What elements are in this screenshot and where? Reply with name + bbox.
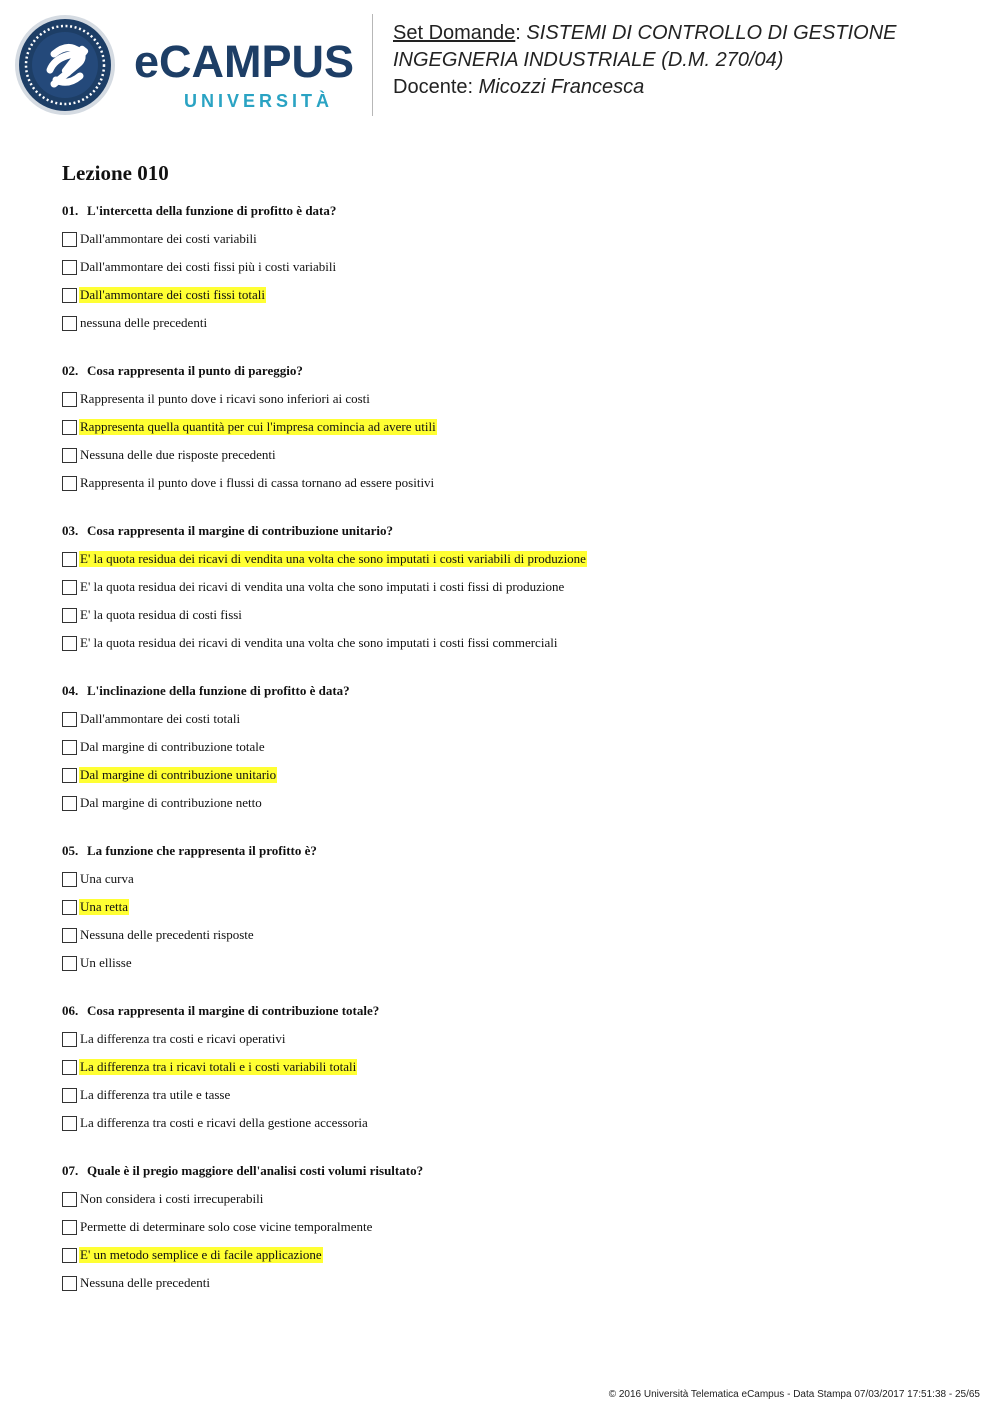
answer-checkbox[interactable] <box>62 1276 77 1291</box>
set-label: Set Domande <box>393 22 516 44</box>
question-prompt: Quale è il pregio maggiore dell'analisi costi volumi risultato? <box>87 1163 424 1178</box>
answer-label: Dal margine di contribuzione netto <box>80 795 262 810</box>
answer-label: Non considera i costi irrecuperabili <box>80 1191 264 1206</box>
question-text <box>62 1163 962 1179</box>
answer-checkbox[interactable] <box>62 1032 77 1047</box>
teacher-label: Docente: <box>393 76 479 98</box>
question-prompt: Cosa rappresenta il punto di pareggio? <box>87 363 303 378</box>
brand-main-text: eCAMPUS <box>134 36 355 87</box>
answer-checkbox[interactable] <box>62 636 77 651</box>
answer-label: Nessuna delle precedenti <box>80 1275 210 1290</box>
answer-option[interactable] <box>62 551 962 579</box>
answer-checkbox[interactable] <box>62 448 77 463</box>
answer-checkbox[interactable] <box>62 712 77 727</box>
brand-sub-text: UNIVERSITÀ <box>184 91 334 111</box>
answer-checkbox[interactable] <box>62 1248 77 1263</box>
answer-label: Dal margine di contribuzione totale <box>80 739 265 754</box>
answer-option[interactable] <box>62 475 962 503</box>
course-title: SISTEMI DI CONTROLLO DI GESTIONE <box>526 22 897 44</box>
answer-label: Un ellisse <box>80 955 132 970</box>
answer-option[interactable] <box>62 1031 962 1059</box>
answer-option[interactable] <box>62 287 962 315</box>
answer-label-highlighted: Dall'ammontare dei costi fissi totali <box>80 287 266 302</box>
answer-option[interactable] <box>62 1087 962 1115</box>
question-number: 03. <box>62 523 79 538</box>
answer-option[interactable] <box>62 1219 962 1247</box>
teacher-name: Micozzi Francesca <box>478 76 645 98</box>
page-header <box>0 0 1000 130</box>
answer-checkbox[interactable] <box>62 232 77 247</box>
lesson-title: Lezione 010 <box>62 161 169 185</box>
brand-wordmark <box>134 36 359 116</box>
question-04 <box>62 683 962 823</box>
answer-label-highlighted: E' la quota residua dei ricavi di vendita una volta che sono imputati i costi variabili di produzione <box>80 551 586 566</box>
answer-option[interactable] <box>62 767 962 795</box>
question-01 <box>62 203 962 343</box>
answer-checkbox[interactable] <box>62 288 77 303</box>
question-02 <box>62 363 962 503</box>
question-03 <box>62 523 962 663</box>
question-text <box>62 683 962 699</box>
answer-option[interactable] <box>62 635 962 663</box>
set-separator: : <box>515 22 527 44</box>
answer-option[interactable] <box>62 259 962 287</box>
question-prompt: Cosa rappresenta il margine di contribuzione unitario? <box>87 523 393 538</box>
question-prompt: L'intercetta della funzione di profitto è data? <box>87 203 337 218</box>
answer-label-highlighted: Rappresenta quella quantità per cui l'impresa comincia ad avere utili <box>80 419 436 434</box>
answer-label: Dall'ammontare dei costi variabili <box>80 231 257 246</box>
answer-option[interactable] <box>62 447 962 475</box>
question-07 <box>62 1163 962 1303</box>
answer-option[interactable] <box>62 231 962 259</box>
answer-label-highlighted: E' un metodo semplice e di facile applicazione <box>80 1247 322 1262</box>
page-footer: © 2016 Università Telematica eCampus - Data Stampa 07/03/2017 17:51:38 - 25/65 <box>608 1389 980 1400</box>
answer-checkbox[interactable] <box>62 796 77 811</box>
answer-label: Rappresenta il punto dove i flussi di cassa tornano ad essere positivi <box>80 475 435 490</box>
answer-checkbox[interactable] <box>62 900 77 915</box>
question-text <box>62 523 962 539</box>
answer-option[interactable] <box>62 711 962 739</box>
answer-option[interactable] <box>62 1275 962 1303</box>
answer-option[interactable] <box>62 955 962 983</box>
question-number: 04. <box>62 683 79 698</box>
question-05 <box>62 843 962 983</box>
answer-checkbox[interactable] <box>62 260 77 275</box>
header-divider <box>372 14 373 116</box>
course-program: INGEGNERIA INDUSTRIALE (D.M. 270/04) <box>393 49 784 71</box>
answer-label: Nessuna delle precedenti risposte <box>80 927 254 942</box>
answer-checkbox[interactable] <box>62 1088 77 1103</box>
question-text <box>62 363 962 379</box>
answer-checkbox[interactable] <box>62 580 77 595</box>
answer-option[interactable] <box>62 795 962 823</box>
answer-label-highlighted: La differenza tra i ricavi totali e i costi variabili totali <box>80 1059 357 1074</box>
answer-checkbox[interactable] <box>62 608 77 623</box>
answer-option[interactable] <box>62 1115 962 1143</box>
question-prompt: L'inclinazione della funzione di profitto è data? <box>87 683 350 698</box>
answer-label: nessuna delle precedenti <box>80 315 208 330</box>
course-info <box>393 20 983 101</box>
answer-checkbox[interactable] <box>62 1116 77 1131</box>
answer-checkbox[interactable] <box>62 392 77 407</box>
answer-label: Rappresenta il punto dove i ricavi sono inferiori ai costi <box>80 391 370 406</box>
question-prompt: La funzione che rappresenta il profitto è? <box>87 843 317 858</box>
question-number: 06. <box>62 1003 79 1018</box>
answer-label: La differenza tra utile e tasse <box>80 1087 231 1102</box>
answer-label: E' la quota residua dei ricavi di vendita una volta che sono imputati i costi fissi commerciali <box>80 635 558 650</box>
answer-option[interactable] <box>62 739 962 767</box>
answer-option[interactable] <box>62 899 962 927</box>
ecampus-logo <box>14 14 359 118</box>
answer-checkbox[interactable] <box>62 1060 77 1075</box>
answer-checkbox[interactable] <box>62 1220 77 1235</box>
answer-label: La differenza tra costi e ricavi operativi <box>80 1031 286 1046</box>
question-text <box>62 1003 962 1019</box>
course-line-2 <box>393 47 983 74</box>
course-line-1 <box>393 20 983 47</box>
question-text <box>62 843 962 859</box>
answer-checkbox[interactable] <box>62 420 77 435</box>
answer-checkbox[interactable] <box>62 872 77 887</box>
answer-label: Dall'ammontare dei costi fissi più i costi variabili <box>80 259 337 274</box>
answer-label: Dall'ammontare dei costi totali <box>80 711 241 726</box>
answer-label: Permette di determinare solo cose vicine temporalmente <box>80 1219 373 1234</box>
question-list <box>62 203 962 1323</box>
answer-checkbox[interactable] <box>62 476 77 491</box>
answer-checkbox[interactable] <box>62 768 77 783</box>
answer-checkbox[interactable] <box>62 1192 77 1207</box>
answer-label-highlighted: Una retta <box>80 899 129 914</box>
answer-option[interactable] <box>62 927 962 955</box>
question-number: 01. <box>62 203 79 218</box>
answer-checkbox[interactable] <box>62 552 77 567</box>
answer-label: Una curva <box>80 871 134 886</box>
answer-label: La differenza tra costi e ricavi della gestione accessoria <box>80 1115 368 1130</box>
teacher-line <box>393 74 983 101</box>
answer-label: E' la quota residua di costi fissi <box>80 607 242 622</box>
answer-checkbox[interactable] <box>62 928 77 943</box>
answer-option[interactable] <box>62 1191 962 1219</box>
question-number: 07. <box>62 1163 79 1178</box>
answer-label: Nessuna delle due risposte precedenti <box>80 447 276 462</box>
answer-label-highlighted: Dal margine di contribuzione unitario <box>80 767 277 782</box>
answer-option[interactable] <box>62 871 962 899</box>
answer-option[interactable] <box>62 1247 962 1275</box>
answer-option[interactable] <box>62 419 962 447</box>
answer-checkbox[interactable] <box>62 740 77 755</box>
answer-option[interactable] <box>62 1059 962 1087</box>
question-text <box>62 203 962 219</box>
question-prompt: Cosa rappresenta il margine di contribuzione totale? <box>87 1003 380 1018</box>
answer-label: E' la quota residua dei ricavi di vendita una volta che sono imputati i costi fissi di produzione <box>80 579 565 594</box>
answer-checkbox[interactable] <box>62 956 77 971</box>
answer-checkbox[interactable] <box>62 316 77 331</box>
ecampus-seal-icon <box>14 14 116 116</box>
question-number: 05. <box>62 843 79 858</box>
answer-option[interactable] <box>62 607 962 635</box>
answer-option[interactable] <box>62 315 962 343</box>
question-number: 02. <box>62 363 79 378</box>
answer-option[interactable] <box>62 579 962 607</box>
answer-option[interactable] <box>62 391 962 419</box>
question-06 <box>62 1003 962 1143</box>
